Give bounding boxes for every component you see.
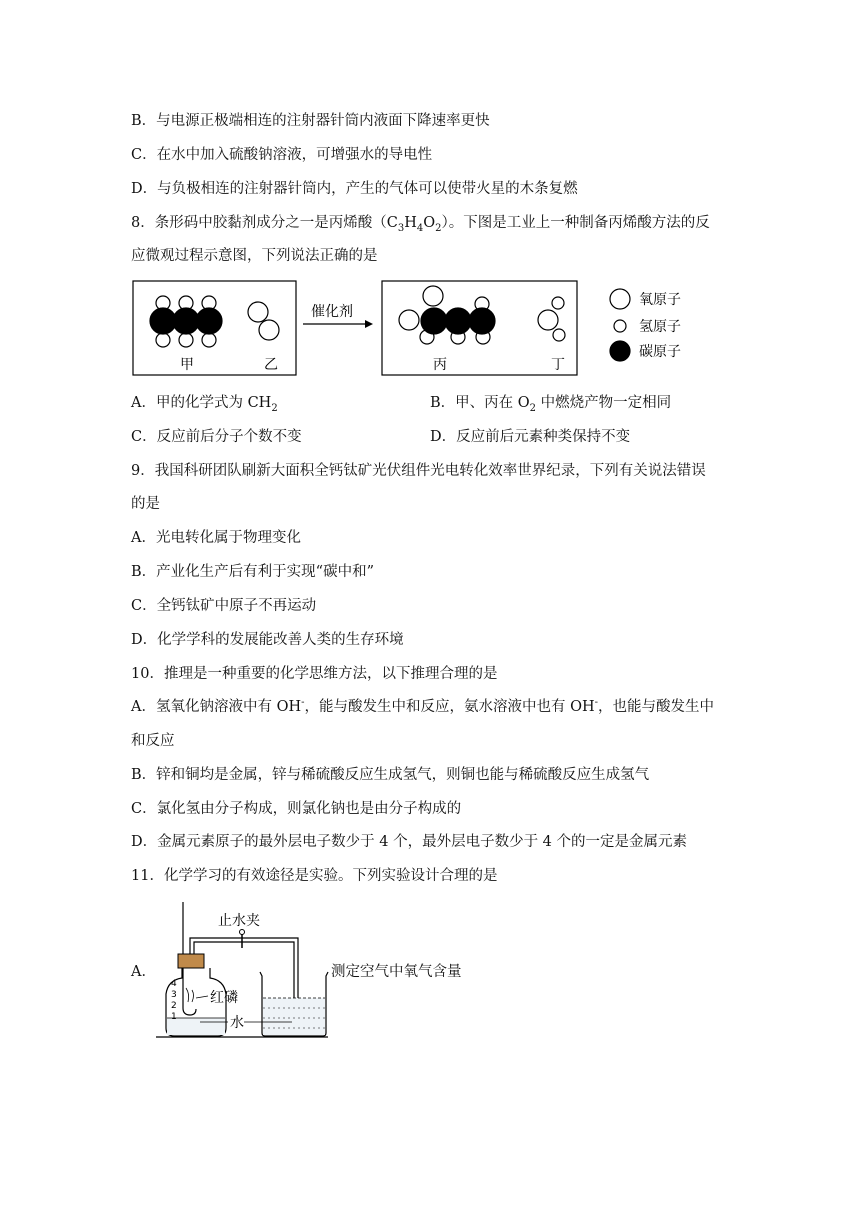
scale-2: 2 xyxy=(171,1001,177,1011)
water-label: 水 xyxy=(230,1015,244,1031)
q10-option-a-line2: 和反应 xyxy=(131,733,175,749)
beaker-water xyxy=(263,998,325,1035)
q8-stem-line2: 应微观过程示意图，下列说法正确的是 xyxy=(131,248,378,264)
q9-option-a: A．光电转化属于物理变化 xyxy=(131,530,301,546)
legend-oxygen: 氧原子 xyxy=(639,292,681,308)
q8-option-d: D．反应前后元素种类保持不变 xyxy=(430,429,631,445)
q8-stem-line1: 8．条形码中胶黏剂成分之一是丙烯酸$(C_3H_4O_2)$。下图是工业上一种制备丙烯酸方法的反 xyxy=(131,215,710,234)
q11-option-a-label: A． xyxy=(131,964,156,980)
molecule-yi xyxy=(248,302,279,340)
legend xyxy=(610,289,630,361)
legend-hydrogen: 氢原子 xyxy=(639,319,681,335)
molecule-bing xyxy=(399,286,495,344)
clamp-icon xyxy=(240,930,245,949)
q11-stem: 11．化学学习的有效途径是实验。下列实验设计合理的是 xyxy=(131,868,498,884)
q11-option-a-desc: 测定空气中氧气含量 xyxy=(331,964,462,980)
clamp-label: 止水夹 xyxy=(218,913,260,929)
label-yi: 乙 xyxy=(264,357,278,373)
q10-option-a-line1: A．氢氧化钠溶液中有 OH-，能与酸发生中和反应，氨水溶液中也有 OH-，也能与酸发生中 xyxy=(131,697,715,715)
q7-option-d: D．与负极相连的注射器针筒内，产生的气体可以使带火星的木条复燃 xyxy=(131,181,578,197)
label-jia: 甲 xyxy=(180,357,194,373)
phosphorus-label: 红磷 xyxy=(210,990,238,1006)
q9-option-d: D．化学学科的发展能改善人类的生存环境 xyxy=(131,632,404,648)
q10-stem: 10．推理是一种重要的化学思维方法，以下推理合理的是 xyxy=(131,666,498,682)
q7-option-b: B．与电源正极端相连的注射器针筒内液面下降速率更快 xyxy=(131,113,490,129)
q7-option-c: C．在水中加入硫酸钠溶液，可增强水的导电性 xyxy=(131,147,433,163)
reaction-diagram xyxy=(125,278,705,380)
reaction-arrow xyxy=(303,320,373,328)
stopper xyxy=(178,954,204,968)
q10-option-c: C．氯化氢由分子构成，则氯化钠也是由分子构成的 xyxy=(131,801,462,817)
molecule-ding xyxy=(538,297,565,341)
q8-option-c: C．反应前后分子个数不变 xyxy=(131,429,302,445)
scale-1: 1 xyxy=(171,1012,177,1022)
label-bing: 丙 xyxy=(433,357,447,373)
label-ding: 丁 xyxy=(551,357,565,373)
oxygen-apparatus xyxy=(150,898,330,1043)
q9-stem-line1: 9．我国科研团队刷新大面积全钙钛矿光伏组件光电转化效率世界纪录，下列有关说法错误 xyxy=(131,463,706,479)
catalyst-label: 催化剂 xyxy=(311,304,353,320)
q9-stem-line2: 的是 xyxy=(131,496,160,512)
scale-4: 4 xyxy=(171,979,177,989)
q9-option-c: C．全钙钛矿中原子不再运动 xyxy=(131,598,317,614)
scale-3: 3 xyxy=(171,990,177,1000)
q10-option-d: D．金属元素原子的最外层电子数少于 4 个，最外层电子数少于 4 个的一定是金属元素 xyxy=(131,834,688,850)
molecule-jia xyxy=(150,296,222,347)
combustion-spoon xyxy=(183,1008,196,1015)
q8-option-b: B．甲、丙在 $O_2$ 中燃烧产物一定相同 xyxy=(430,395,672,414)
q9-option-b: B．产业化生产后有利于实现“碳中和” xyxy=(131,564,374,580)
legend-carbon: 碳原子 xyxy=(639,344,681,360)
q10-option-b: B．锌和铜均是金属，锌与稀硫酸反应生成氢气，则铜也能与稀硫酸反应生成氢气 xyxy=(131,767,650,783)
q8-option-a: A．甲的化学式为 $CH_2$ xyxy=(131,395,278,414)
